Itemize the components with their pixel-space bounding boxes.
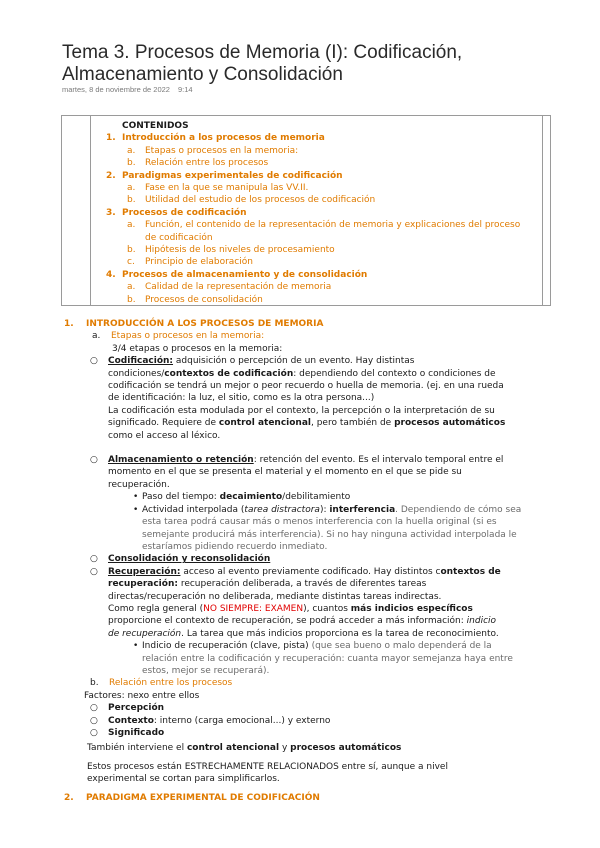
toc-subitem[interactable]: b. Utilidad del estudio de los procesos de codificación (127, 195, 376, 206)
subsection-a-heading: a. Etapas o procesos en la memoria: (92, 331, 265, 342)
dot-bullet-icon: • (133, 492, 139, 503)
toc-subitem[interactable]: a. Función, el contenido de la representación de memoria y explicaciones del proceso (127, 220, 521, 231)
indicio-item: • Indicio de recuperación (clave, pista) (que sea bueno o malo dependerá de la relación entre la codificación y recuperación: cuanta mayor semejanza haya entre estos, mejor se recuperará). (133, 641, 513, 676)
toc-subitem[interactable]: b. Hipótesis de los niveles de procesamiento (127, 245, 335, 256)
circle-bullet-icon: ○ (90, 455, 98, 466)
exam-warning: NO SIEMPRE: EXAMEN (203, 603, 304, 614)
subsection-b-heading: b. Relación entre los procesos (90, 678, 233, 689)
circle-bullet-icon: ○ (90, 554, 98, 565)
actividad-interpolada-item: • Actividad interpolada (tarea distractora): interferencia. Dependiendo de cómo sea esta tarea podrá causar más o menos interferencia con la huella original (si es semejante producirá más interferencia). Si no hay ninguna actividad interpolada le estaríamos pidiendo recuerdo inmediato. (133, 504, 522, 552)
consolidacion-item: ○ Consolidación y reconsolidación (90, 554, 271, 565)
contents-heading: CONTENIDOS (122, 121, 189, 131)
table-divider (542, 116, 543, 305)
circle-bullet-icon: ○ (90, 566, 98, 577)
factor-item: ○ Percepción (90, 703, 165, 714)
dot-bullet-icon: • (133, 641, 139, 652)
time-text: 9:14 (177, 85, 193, 94)
paso-tiempo-item: • Paso del tiempo: decaimiento/debilitamiento (133, 492, 351, 503)
page-title: Tema 3. Procesos de Memoria (I): Codificación, Almacenamiento y Consolidación (62, 42, 463, 85)
toc-subitem[interactable]: b. Relación entre los procesos (127, 158, 269, 169)
page-date (62, 85, 193, 94)
contents-list (106, 120, 520, 306)
circle-bullet-icon: ○ (90, 356, 98, 367)
toc-item[interactable]: 4. Procesos de almacenamiento y de consolidación (106, 269, 368, 280)
table-divider (90, 116, 91, 305)
term: Recuperación: (108, 566, 181, 577)
circle-bullet-icon: ○ (90, 703, 98, 714)
date-text: martes, 8 de noviembre de 2022 (62, 85, 170, 94)
toc-item[interactable]: 1. Introducción a los procesos de memoria (106, 133, 325, 144)
recuperacion-item: ○ Recuperación: acceso al evento previamente codificado. Hay distintos contextos de recuperación: recuperación deliberada, a través de diferentes tareas directas/recuperación no deliberada, mediante distintas tareas indirectas. Como regla general (NO SIEMPRE: EXAMEN), cuantos más indicios específicos proporcione el contexto de recuperación, se podrá acceder a más información: indicio de recuperación. La tarea que más indicios proporciona es la tarea de reconocimiento. (90, 566, 501, 639)
almacenamiento-item: ○ Almacenamiento o retención: retención del evento. Es el intervalo temporal entre el momento en el que se presenta el material y el momento en el que se pide su recuperación. (90, 455, 504, 490)
toc-item[interactable]: 3. Procesos de codificación (106, 207, 247, 218)
circle-bullet-icon: ○ (90, 728, 98, 738)
contents-table (61, 115, 551, 306)
estos-procesos-text: Estos procesos están ESTRECHAMENTE RELACIONADOS entre sí, aunque a nivel (87, 761, 448, 772)
section-1-heading: 1. INTRODUCCIÓN A LOS PROCESOS DE MEMORIA (64, 319, 324, 329)
notes-body: 1. INTRODUCCIÓN A LOS PROCESOS DE MEMORIA a. Etapas o procesos en la memoria: 3/4 etapas o procesos en la memoria: ○ Codificación: adquisición o percepción de un evento. Hay distintas condiciones/contextos de codificación: dependiendo del contexto o condiciones de codificación se tendrá un mejor o peor recuerdo o huella de memoria. (ej. en una rueda de identificación: la luz, el sitio, como es la otra persona...) La codificación esta modulada por el contexto, la percepción o la interpretación de su significado. Requiere de control atencional, pero también de procesos automáticos como el acceso al léxico. ○ Almacenamiento o retención: retención del evento. Es el intervalo temporal entre el momento en el que se presenta el material y el momento en el que se pide su recuperación. • Paso del tiempo: decaimiento/debilitamiento • Actividad interpolada (tarea distractora): interferencia. Dependiendo de cómo sea esta tarea podrá causar más o menos interferencia con la huella original (si es semejante producirá más interferencia). Si no hay ninguna actividad interpolada le estaríamos pidiendo recuerdo inmediato. ○ Consolidación y reconsolidación ○ Recuperación: acceso al evento previamente codificado. Hay distintos contextos de recuperación: recuperación deliberada, a través de diferentes tareas directas/recuperación no deliberada, mediante distintas tareas indirectas. Como regla general (NO SIEMPRE: EXAMEN), cuantos más indicios específicos proporcione el contexto de recuperación, se podrá acceder a más información: indicio de recuperación. La tarea que más indicios proporciona es la tarea de reconocimiento. • Indicio de recuperación (clave, pista) (que sea bueno o malo dependerá de la relación entre la codificación y recuperación: cuanta mayor semejanza haya entre estos, mejor se recuperará). b. Relación entre los procesos Factores: nexo entre ellos ○ Percepción ○ Contexto: interno (carga emocional...) y externo ○ Significado También interviene el control atencional y procesos automáticos Estos procesos están ESTRECHAMENTE RELACIONADOS entre sí, aunque a nivel experimental se cortan para simplificarlos. 2. PARADIGMA EXPERIMENTAL DE CODIFICACIÓN (62, 318, 562, 804)
term: Almacenamiento o retención (108, 455, 254, 466)
intro-text: 3/4 etapas o procesos en la memoria: (112, 343, 283, 354)
toc-subitem[interactable]: a. Fase en la que se manipula las VV.II. (127, 183, 309, 194)
toc-subitem[interactable]: a. Etapas o procesos en la memoria: (127, 145, 299, 156)
factor-item: ○ Significado (90, 728, 165, 738)
factor-item: ○ Contexto: interno (carga emocional...) y externo (90, 715, 331, 726)
section-2-heading: 2. PARADIGMA EXPERIMENTAL DE CODIFICACIÓN (64, 792, 320, 803)
toc-subitem[interactable]: b. Procesos de consolidación (127, 294, 263, 305)
factores-text: Factores: nexo entre ellos (84, 690, 200, 701)
toc-item[interactable]: 2. Paradigmas experimentales de codificación (106, 170, 343, 181)
toc-subitem[interactable]: c. Principio de elaboración (127, 257, 253, 268)
toc-subitem[interactable]: a. Calidad de la representación de memoria (127, 282, 332, 293)
circle-bullet-icon: ○ (90, 715, 98, 726)
term: Codificación: (108, 356, 174, 367)
toc-subitem-continuation: de codificación (145, 232, 213, 243)
tambien-text: También interviene el control atencional y procesos automáticos (87, 743, 402, 754)
codificacion-item: ○ Codificación: adquisición o percepción de un evento. Hay distintas condiciones/contextos de codificación: dependiendo del contexto o condiciones de codificación se tendrá un mejor o peor recuerdo o huella de memoria. (ej. en una rueda de identificación: la luz, el sitio, como es la otra persona...) La codificación esta modulada por el contexto, la percepción o la interpretación de su significado. Requiere de control atencional, pero también de procesos automáticos como el acceso al léxico. (90, 356, 506, 441)
dot-bullet-icon: • (133, 504, 139, 515)
